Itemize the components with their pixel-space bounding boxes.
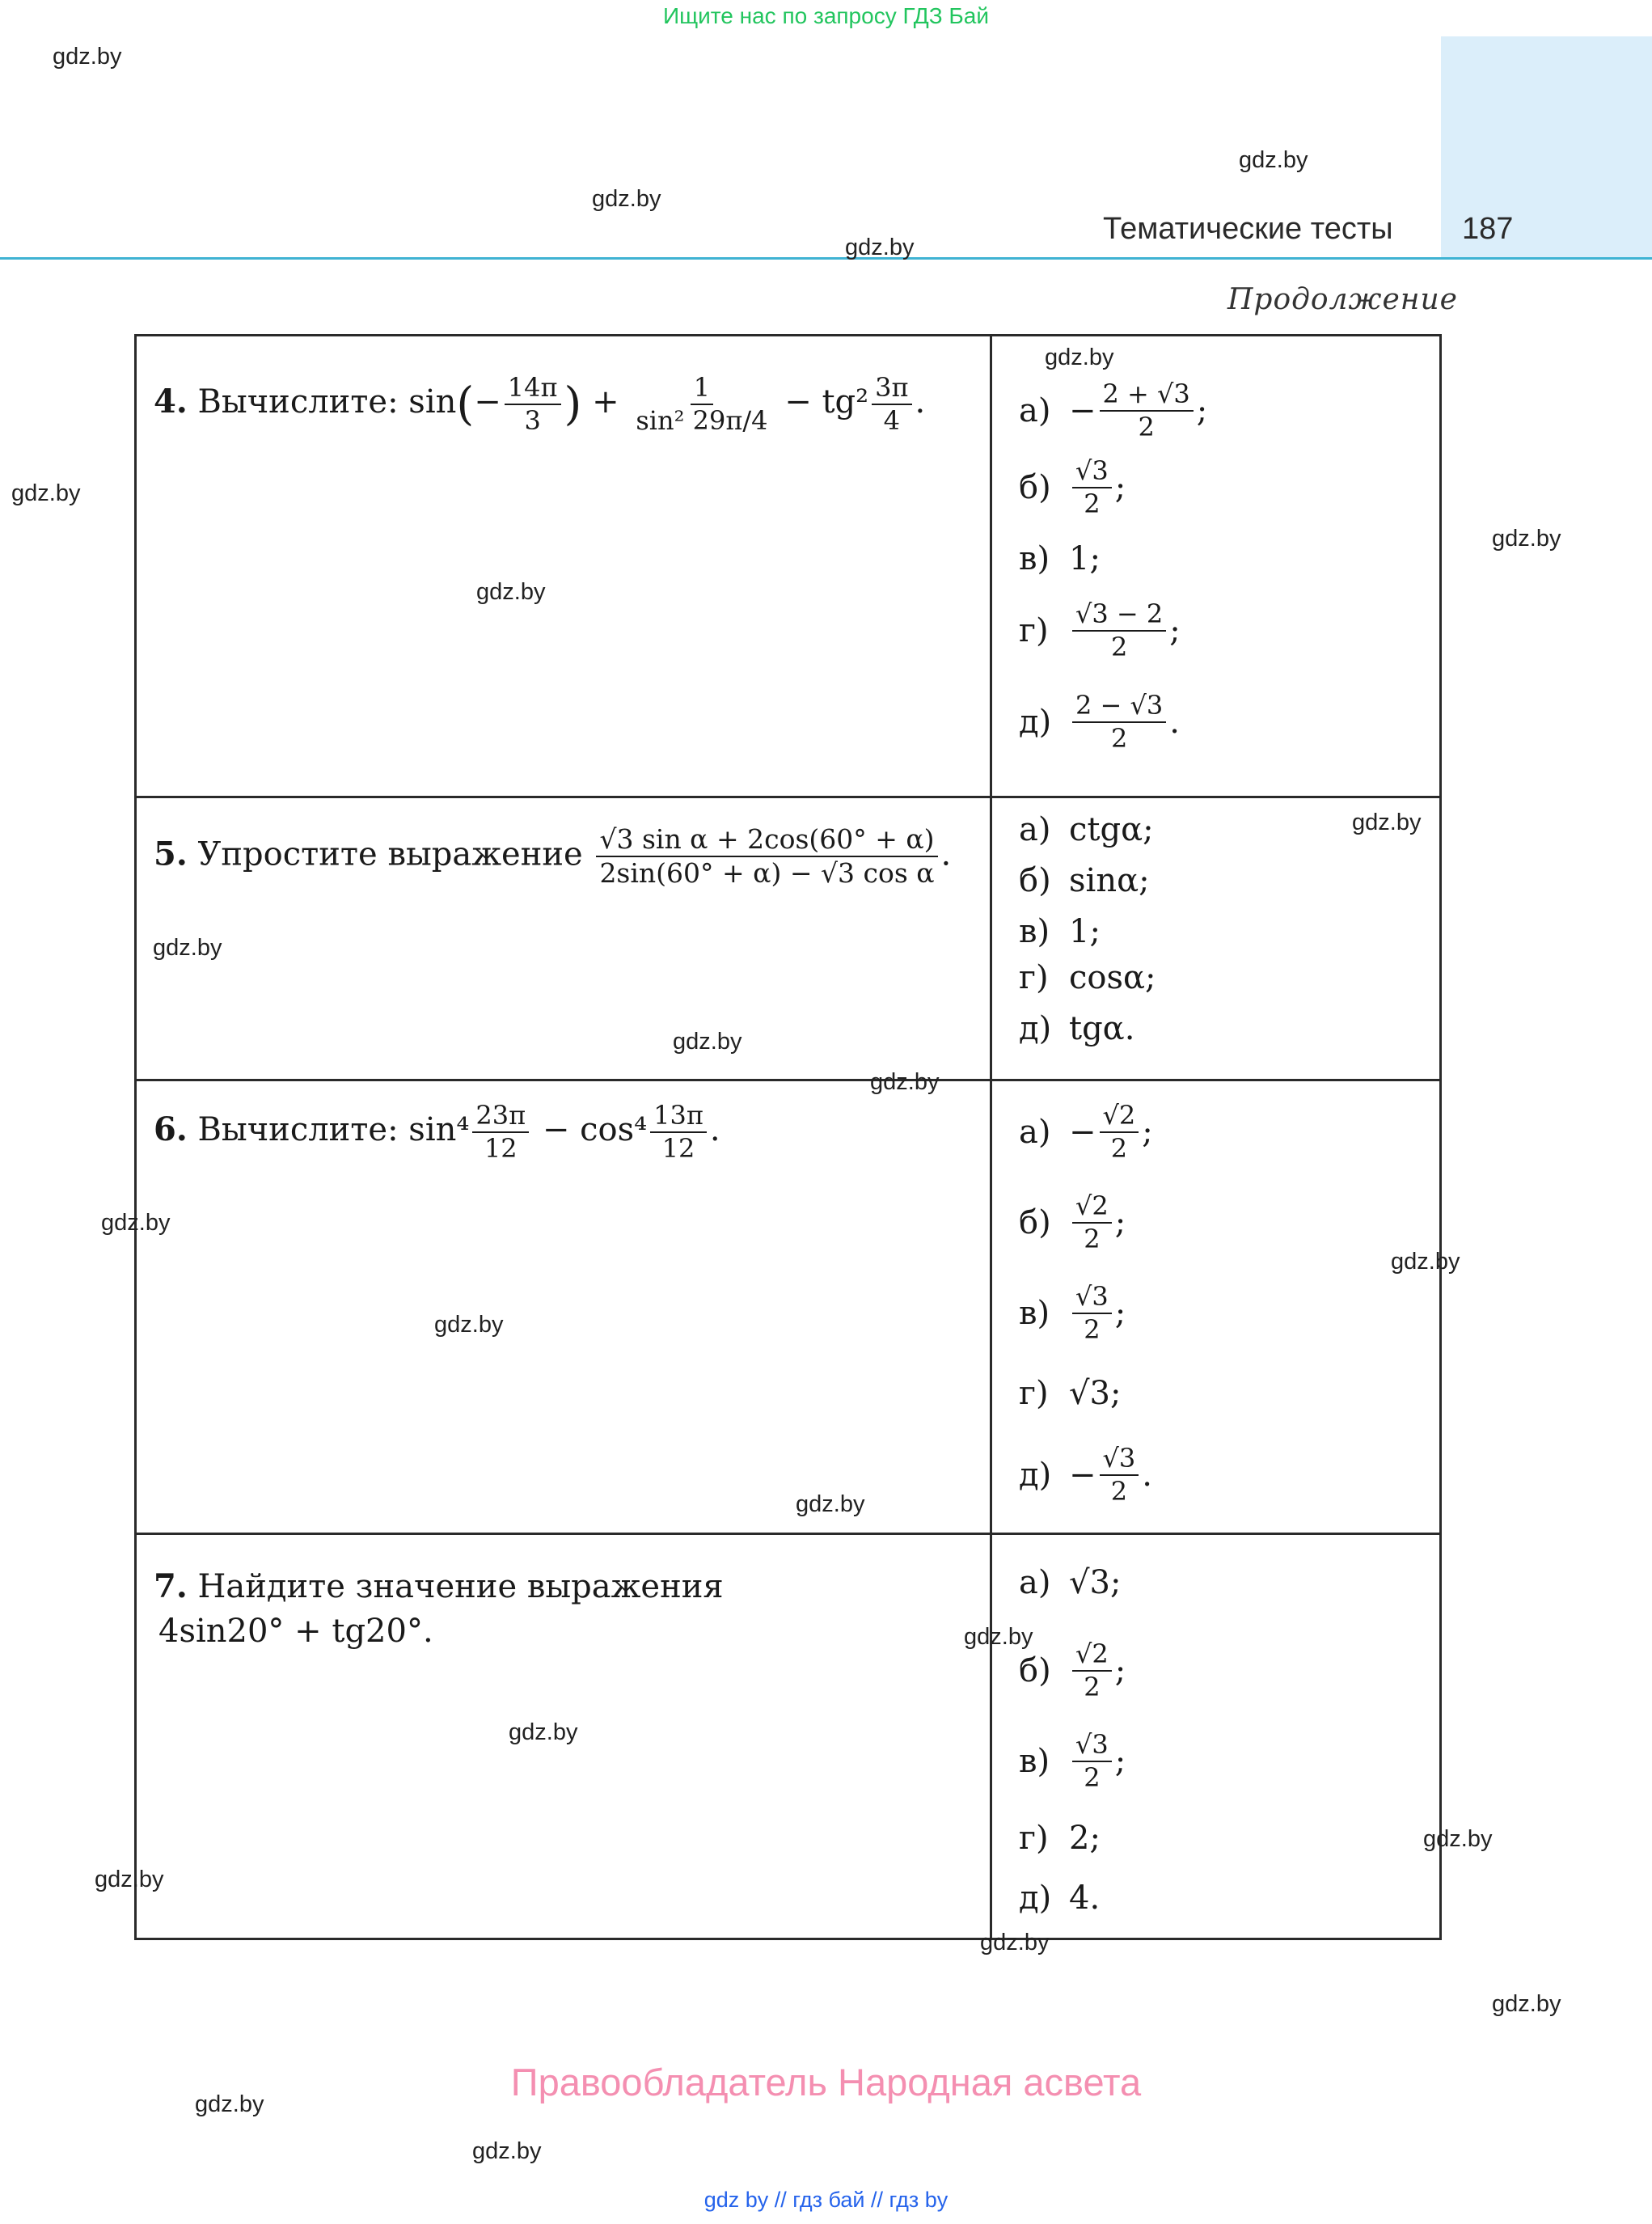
question-7 — [154, 1567, 724, 1605]
watermark: gdz.by — [195, 2091, 264, 2117]
row-divider — [134, 1533, 1442, 1535]
question-text: Вычислите: — [197, 1111, 399, 1149]
watermark: gdz.by — [964, 1624, 1033, 1650]
watermark: gdz.by — [509, 1719, 578, 1745]
question-4 — [154, 374, 925, 435]
watermark: gdz.by — [870, 1069, 940, 1095]
answer-5e: д) tgα. — [1019, 1010, 1135, 1047]
answer-6d: г) √3; — [1019, 1375, 1122, 1412]
answer-7a: а) √3; — [1019, 1564, 1122, 1601]
top-banner: Ищите нас по запросу ГДЗ Бай — [662, 3, 990, 28]
answer-5d: г) cosα; — [1019, 959, 1156, 996]
footer-links[interactable]: gdz by // гдз бай // гдз by — [703, 2188, 949, 2212]
continued-label: Продолжение — [1227, 283, 1458, 316]
watermark: gdz.by — [53, 44, 122, 70]
watermark: gdz.by — [472, 2138, 542, 2164]
question-text: Найдите значение выражения — [197, 1568, 724, 1605]
answer-6a: а) − $\frac{√2}{2}$ ; — [1019, 1100, 1153, 1165]
page-number: 187 — [1462, 212, 1514, 246]
answer-6e: д) − $\frac{√3}{2}$ . — [1019, 1443, 1152, 1507]
question-number: 4. — [154, 383, 188, 421]
question-number: 5. — [154, 835, 188, 873]
answer-7e: д) 4. — [1019, 1879, 1101, 1917]
question-expression: sin(− $\frac{14\pi}{3}$ ) + $\frac{1}{\text{sin² 29π/4}}$ − tg² $\frac{3\pi}{4}$ . — [408, 372, 926, 437]
watermark: gdz.by — [434, 1312, 504, 1338]
answer-4e: д) $\frac{2 - √3}{2}$ . — [1019, 690, 1180, 755]
answer-4b: б) $\frac{√3}{2}$ ; — [1019, 455, 1126, 520]
watermark: gdz.by — [153, 935, 222, 961]
answer-6b: б) $\frac{√2}{2}$ ; — [1019, 1190, 1126, 1255]
watermark: gdz.by — [95, 1867, 164, 1892]
answer-5b: б) sinα; — [1019, 862, 1150, 899]
answer-7d: г) 2; — [1019, 1820, 1101, 1857]
answer-7b: б) $\frac{√2}{2}$ ; — [1019, 1638, 1126, 1703]
watermark: gdz.by — [980, 1930, 1050, 1956]
watermark: gdz.by — [11, 480, 81, 506]
watermark: gdz.by — [1391, 1249, 1460, 1275]
watermark: gdz.by — [592, 186, 661, 212]
answer-5c: в) 1; — [1019, 913, 1101, 950]
watermark: gdz.by — [101, 1210, 171, 1236]
question-6 — [154, 1101, 720, 1163]
watermark: gdz.by — [796, 1491, 865, 1517]
watermark: gdz.by — [1045, 345, 1114, 370]
answer-4d: г) $\frac{√3 - 2}{2}$ ; — [1019, 598, 1181, 663]
header-divider — [0, 257, 1652, 260]
watermark: gdz.by — [845, 235, 915, 260]
row-divider — [134, 1079, 1442, 1081]
answer-5a: а) ctgα; — [1019, 811, 1154, 848]
watermark: gdz.by — [673, 1029, 742, 1055]
question-expression: $\frac{\text{√3 sin α + 2cos(60° + α)}}{\text{2sin(60° + α) − √3 cos α}}$ — [596, 825, 937, 889]
question-7-expression: 4sin20° + tg20°. — [158, 1613, 433, 1650]
watermark: gdz.by — [1239, 147, 1308, 173]
watermark: gdz.by — [1492, 526, 1561, 552]
header-title: Тематические тесты — [1103, 212, 1393, 246]
watermark: gdz.by — [1492, 1991, 1561, 2017]
answer-6c: в) $\frac{√3}{2}$ ; — [1019, 1281, 1126, 1346]
question-text: Вычислите: — [197, 383, 399, 421]
question-5: 5. Упростите выражение $\frac{\text{√3 sin α + 2cos(60° + α)}}{\text{2sin(60° + α) − √3 cos α}}$ . — [154, 823, 952, 890]
question-number: 7. — [154, 1567, 188, 1605]
question-text: Упростите выражение — [197, 835, 583, 873]
watermark: gdz.by — [1423, 1826, 1493, 1852]
watermark: gdz.by — [1352, 810, 1422, 835]
question-expression: sin⁴ $\frac{23\pi}{12}$ − cos⁴ $\frac{13\pi}{12}$ . — [408, 1100, 720, 1165]
answer-4a: а) − $\frac{2 + √3}{2}$ ; — [1019, 378, 1208, 443]
copyright-notice: Правообладатель Народная асвета — [510, 2061, 1142, 2103]
column-divider — [990, 334, 992, 1940]
watermark: gdz.by — [476, 579, 546, 605]
question-number: 6. — [154, 1110, 188, 1149]
answer-4c: в) 1; — [1019, 540, 1101, 577]
answer-7c: в) $\frac{√3}{2}$ ; — [1019, 1729, 1126, 1794]
row-divider — [134, 796, 1442, 798]
